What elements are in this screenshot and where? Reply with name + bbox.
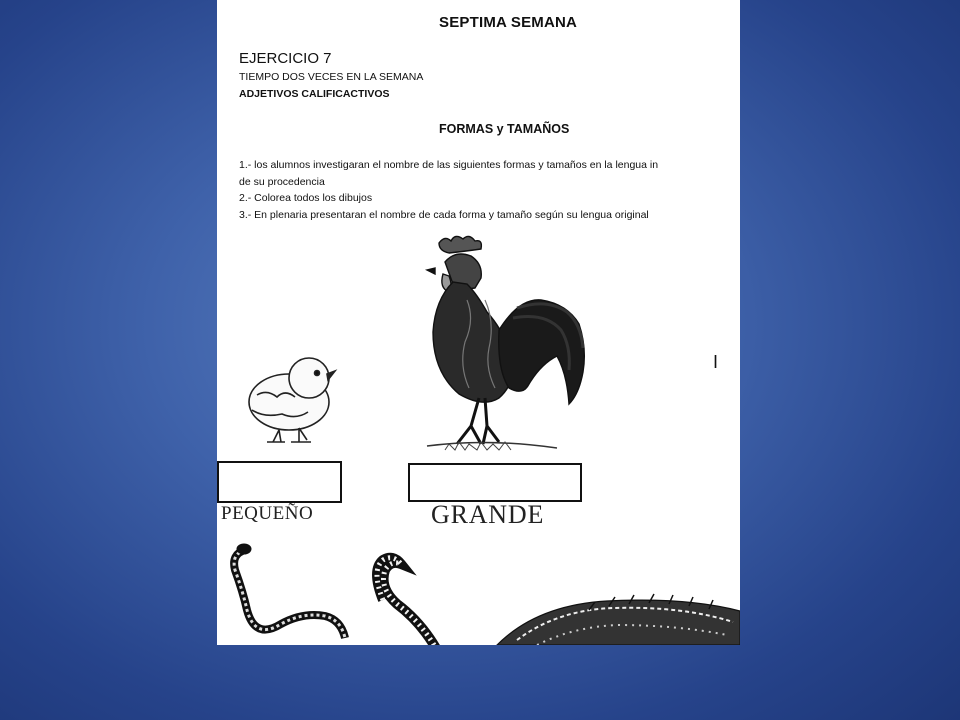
reptile-illustration	[497, 594, 740, 645]
instruction-1: 1.- los alumnos investigaran el nombre de las siguientes formas y tamaños en la lengua in	[239, 159, 659, 171]
section-title: FORMAS y TAMAÑOS	[439, 122, 570, 136]
chick-illustration	[249, 358, 335, 442]
rooster-illustration	[427, 236, 584, 450]
label-big: GRANDE	[431, 500, 545, 529]
exercise-frequency: TIEMPO DOS VECES EN LA SEMANA	[239, 71, 424, 83]
text-cursor: I	[713, 352, 719, 372]
large-snake-illustration	[377, 558, 437, 645]
exercise-topic: ADJETIVOS CALIFICACTIVOS	[239, 88, 390, 100]
worksheet-page	[217, 0, 740, 645]
instruction-1-continued: de su procedencia	[239, 176, 325, 188]
answer-box-small[interactable]	[217, 461, 342, 503]
illustrations	[217, 0, 740, 645]
page-title: SEPTIMA SEMANA	[439, 14, 578, 31]
label-small: PEQUEÑO	[221, 503, 314, 524]
exercise-name: EJERCICIO 7	[239, 50, 332, 67]
instruction-3: 3.- En plenaria presentaran el nombre de cada forma y tamaño según su lengua original	[239, 209, 649, 221]
small-snake-illustration	[234, 544, 345, 638]
instruction-2: 2.- Colorea todos los dibujos	[239, 192, 373, 204]
answer-box-big[interactable]	[408, 463, 582, 502]
